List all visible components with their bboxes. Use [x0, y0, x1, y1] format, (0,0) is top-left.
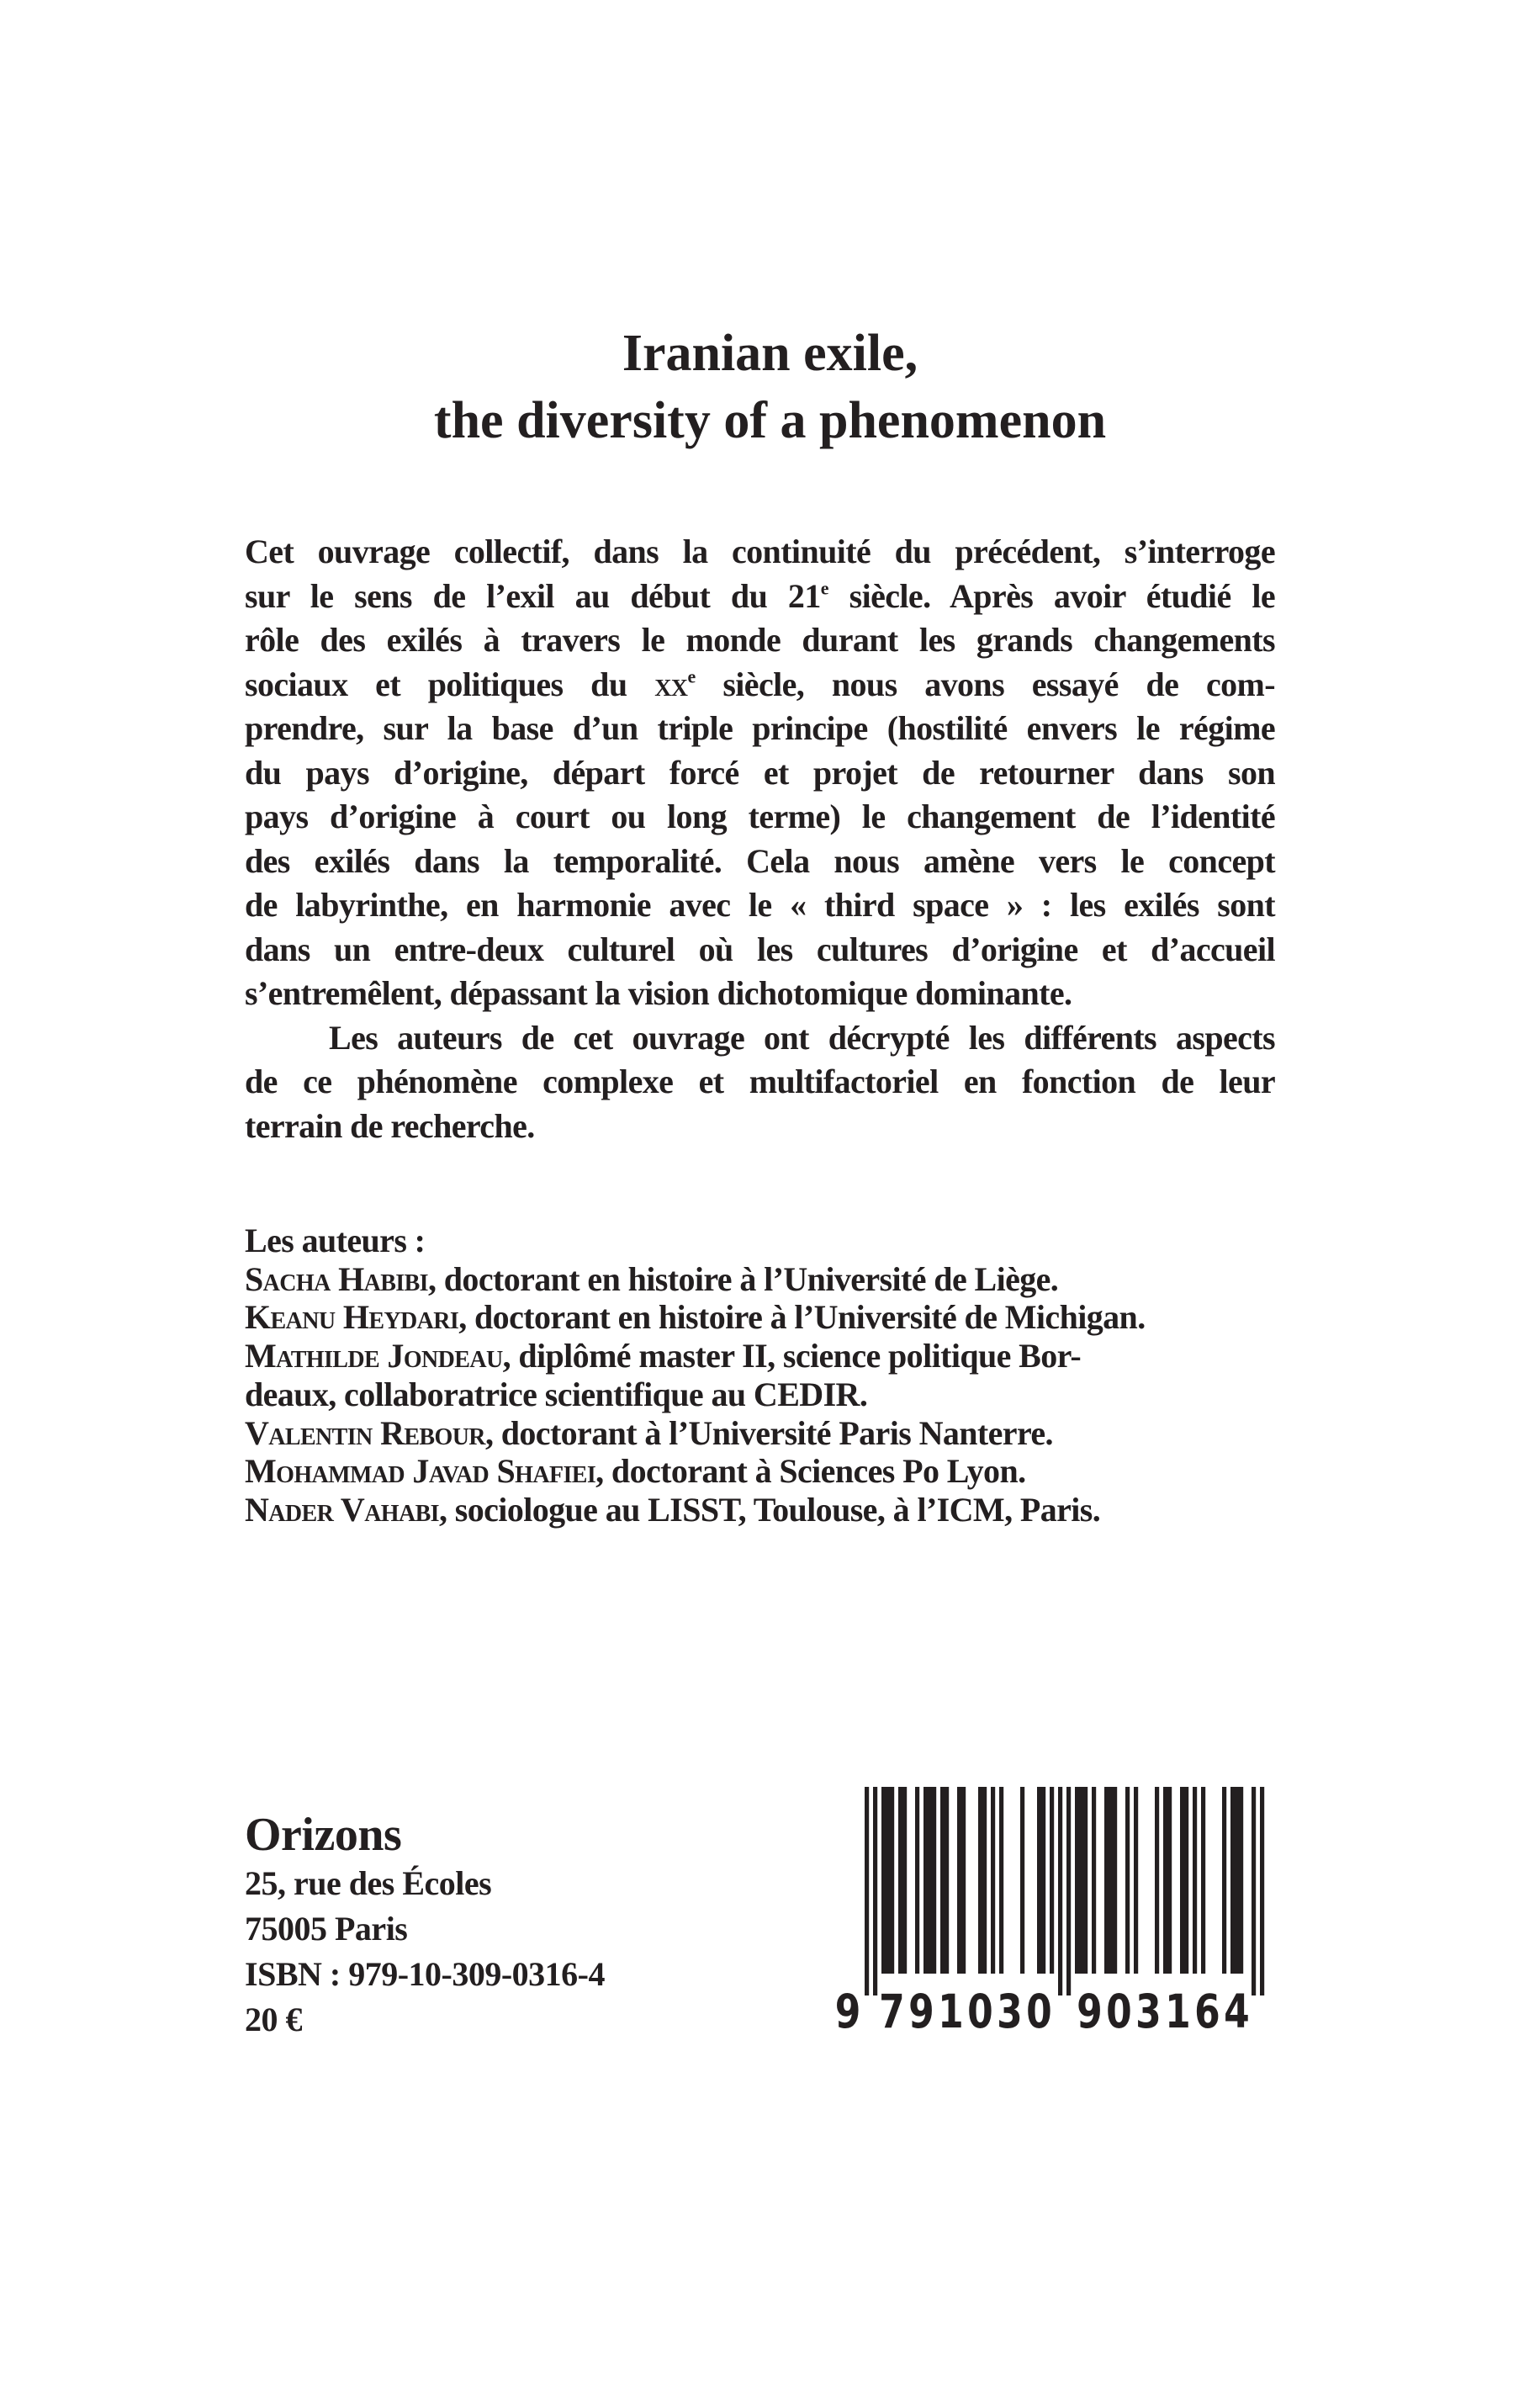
- barcode-bar: [1235, 1787, 1239, 1974]
- blurb-line: Cet ouvrage collectif, dans la continuité du précédent, s’interroge: [245, 533, 1275, 570]
- barcode-digit: 0: [1026, 1985, 1052, 2039]
- author-entry: [245, 1298, 1305, 1337]
- barcode-bar: [945, 1787, 949, 1974]
- barcode-digit: 6: [1194, 1985, 1220, 2039]
- barcode-bar: [1092, 1787, 1096, 1974]
- barcode-digit: 9: [834, 1985, 861, 2039]
- title-line-1: Iranian exile,: [622, 325, 918, 382]
- author-entry: [245, 1337, 1305, 1375]
- publisher-address-street: 25, rue des Écoles: [245, 1864, 492, 1902]
- title-line-2: the diversity of a phenomenon: [433, 392, 1107, 449]
- author-description: deaux, collaboratrice scientifique au CEDIR.: [245, 1375, 868, 1413]
- author-description: , sociologue au LISST, Toulouse, à l’ICM, Paris.: [438, 1490, 1101, 1529]
- barcode-bar: [902, 1787, 907, 1974]
- author-entry: [245, 1375, 1305, 1414]
- barcode-bar: [865, 1787, 869, 1995]
- author-description: , doctorant en histoire à l’Université de Michigan.: [458, 1298, 1146, 1337]
- barcode-bar: [999, 1787, 1003, 1974]
- barcode-bar: [961, 1787, 966, 1974]
- author-name: Mohammad Javad Shafiei: [245, 1452, 596, 1491]
- barcode-bar: [1037, 1787, 1041, 1974]
- barcode-bar: [1167, 1787, 1172, 1974]
- publisher-address-city: 75005 Paris: [245, 1910, 408, 1948]
- barcode-bar: [1260, 1787, 1264, 1995]
- barcode-bar: [1155, 1787, 1159, 1974]
- book-title: [0, 320, 1540, 454]
- barcode-bar: [1201, 1787, 1205, 1974]
- author-name: Mathilde Jondeau: [245, 1337, 503, 1375]
- author-entry: [245, 1452, 1305, 1491]
- barcode-bar: [932, 1787, 936, 1974]
- barcode-digit: 3: [1135, 1985, 1162, 2039]
- barcode-bar: [1079, 1787, 1083, 1974]
- blurb-line: de labyrinthe, en harmonie avec le « third space » : les exilés sont: [245, 886, 1275, 924]
- barcode-digit: 9: [908, 1985, 934, 2039]
- barcode-digit: 0: [967, 1985, 993, 2039]
- isbn-barcode: [834, 1783, 1278, 2044]
- barcode-bar: [1066, 1787, 1071, 1995]
- author-entry: [245, 1491, 1305, 1529]
- barcode-digit: 0: [1106, 1985, 1132, 2039]
- barcode-bar: [1041, 1787, 1045, 1974]
- barcode-bar: [1109, 1787, 1113, 1974]
- barcode-digit: 9: [1077, 1985, 1103, 2039]
- author-name: Sacha Habibi: [245, 1259, 428, 1298]
- author-description: , doctorant en histoire à l’Université de Liège.: [427, 1259, 1059, 1298]
- barcode-bar: [957, 1787, 961, 1974]
- isbn: ISBN : 979-10-309-0316-4: [245, 1955, 605, 1993]
- barcode-digit: 7: [879, 1985, 905, 2039]
- barcode-bar: [1134, 1787, 1138, 1974]
- barcode-bar: [1180, 1787, 1184, 1974]
- blurb-line: rôle des exilés à travers le monde durant les grands changements: [245, 621, 1275, 659]
- barcode-bar: [1230, 1787, 1235, 1974]
- barcode-bar: [1163, 1787, 1167, 1974]
- blurb-line: des exilés dans la temporalité. Cela nous amène vers le concept: [245, 841, 1275, 880]
- barcode-bar: [1222, 1787, 1226, 1974]
- author-name: Valentin Rebour: [245, 1413, 485, 1452]
- barcode-digit: 3: [997, 1985, 1023, 2039]
- author-entry: [245, 1260, 1305, 1299]
- price: 20 €: [245, 2001, 302, 2038]
- barcode-bar: [923, 1787, 928, 1974]
- blurb-line: sur le sens de l’exil au début du 21e siècle. Après avoir étudié le: [245, 576, 1275, 615]
- barcode-bar: [1252, 1787, 1256, 1995]
- barcode-bar: [886, 1787, 890, 1974]
- barcode-digit: 4: [1224, 1985, 1250, 2039]
- authors-list: [245, 1222, 1305, 1529]
- author-name: Nader Vahabi: [245, 1490, 439, 1529]
- barcode-bar: [1104, 1787, 1109, 1974]
- barcode-bar: [1075, 1787, 1079, 1974]
- barcode-bar: [1125, 1787, 1130, 1974]
- authors-heading: Les auteurs :: [245, 1222, 426, 1259]
- barcode-bar: [881, 1787, 886, 1974]
- author-name: Keanu Heydari: [245, 1298, 459, 1337]
- author-description: , doctorant à Sciences Po Lyon.: [595, 1452, 1026, 1491]
- barcode-bar: [991, 1787, 995, 1974]
- blurb-line: prendre, sur la base d’un triple principe (hostilité envers le régime: [245, 709, 1275, 747]
- barcode-bar: [1058, 1787, 1062, 1995]
- publisher-info: [245, 1809, 605, 2043]
- blurb-line: s’entremêlent, dépassant la vision dichotomique dominante.: [245, 974, 1072, 1012]
- barcode-bar: [982, 1787, 987, 1974]
- blurb-line: sociaux et politiques du $xx^e$ siècle, nous avons essayé de com-: [245, 665, 1275, 703]
- barcode-bar: [1083, 1787, 1088, 1974]
- barcode-bar: [915, 1787, 919, 1974]
- blurb-line: Les auteurs de cet ouvrage ont décrypté les différents aspects: [329, 1018, 1275, 1057]
- blurb-line: pays d’origine à court ou long terme) le changement de l’identité: [245, 798, 1275, 835]
- barcode-bar: [873, 1787, 877, 1995]
- author-description: , diplômé master II, science politique Bor-: [502, 1337, 1082, 1375]
- blurb-line: de ce phénomène complexe et multifactoriel en fonction de leur: [245, 1063, 1275, 1100]
- barcode-bar: [1239, 1787, 1243, 1974]
- author-description: , doctorant à l’Université Paris Nanterre.: [484, 1413, 1053, 1452]
- barcode-digit: 1: [938, 1985, 964, 2039]
- barcode-bar: [928, 1787, 932, 1974]
- barcode-bar: [940, 1787, 945, 1974]
- barcode-bar: [1020, 1787, 1024, 1974]
- blurb-line: dans un entre-deux culturel où les cultures d’origine et d’accueil: [245, 930, 1275, 968]
- author-entry: [245, 1414, 1305, 1453]
- blurb-line: terrain de recherche.: [245, 1106, 535, 1145]
- barcode-bar: [1193, 1787, 1197, 1974]
- blurb-text: [245, 530, 1275, 1148]
- publisher-name: Orizons: [245, 1809, 402, 1861]
- barcode-bar: [978, 1787, 982, 1974]
- barcode-bar: [890, 1787, 894, 1974]
- barcode-bar: [1113, 1787, 1117, 1974]
- blurb-line: du pays d’origine, départ forcé et projet de retourner dans son: [245, 753, 1275, 792]
- barcode-bar: [1184, 1787, 1188, 1974]
- barcode-bar: [1050, 1787, 1054, 1974]
- barcode-bar: [898, 1787, 902, 1974]
- barcode-digit: 1: [1165, 1985, 1191, 2039]
